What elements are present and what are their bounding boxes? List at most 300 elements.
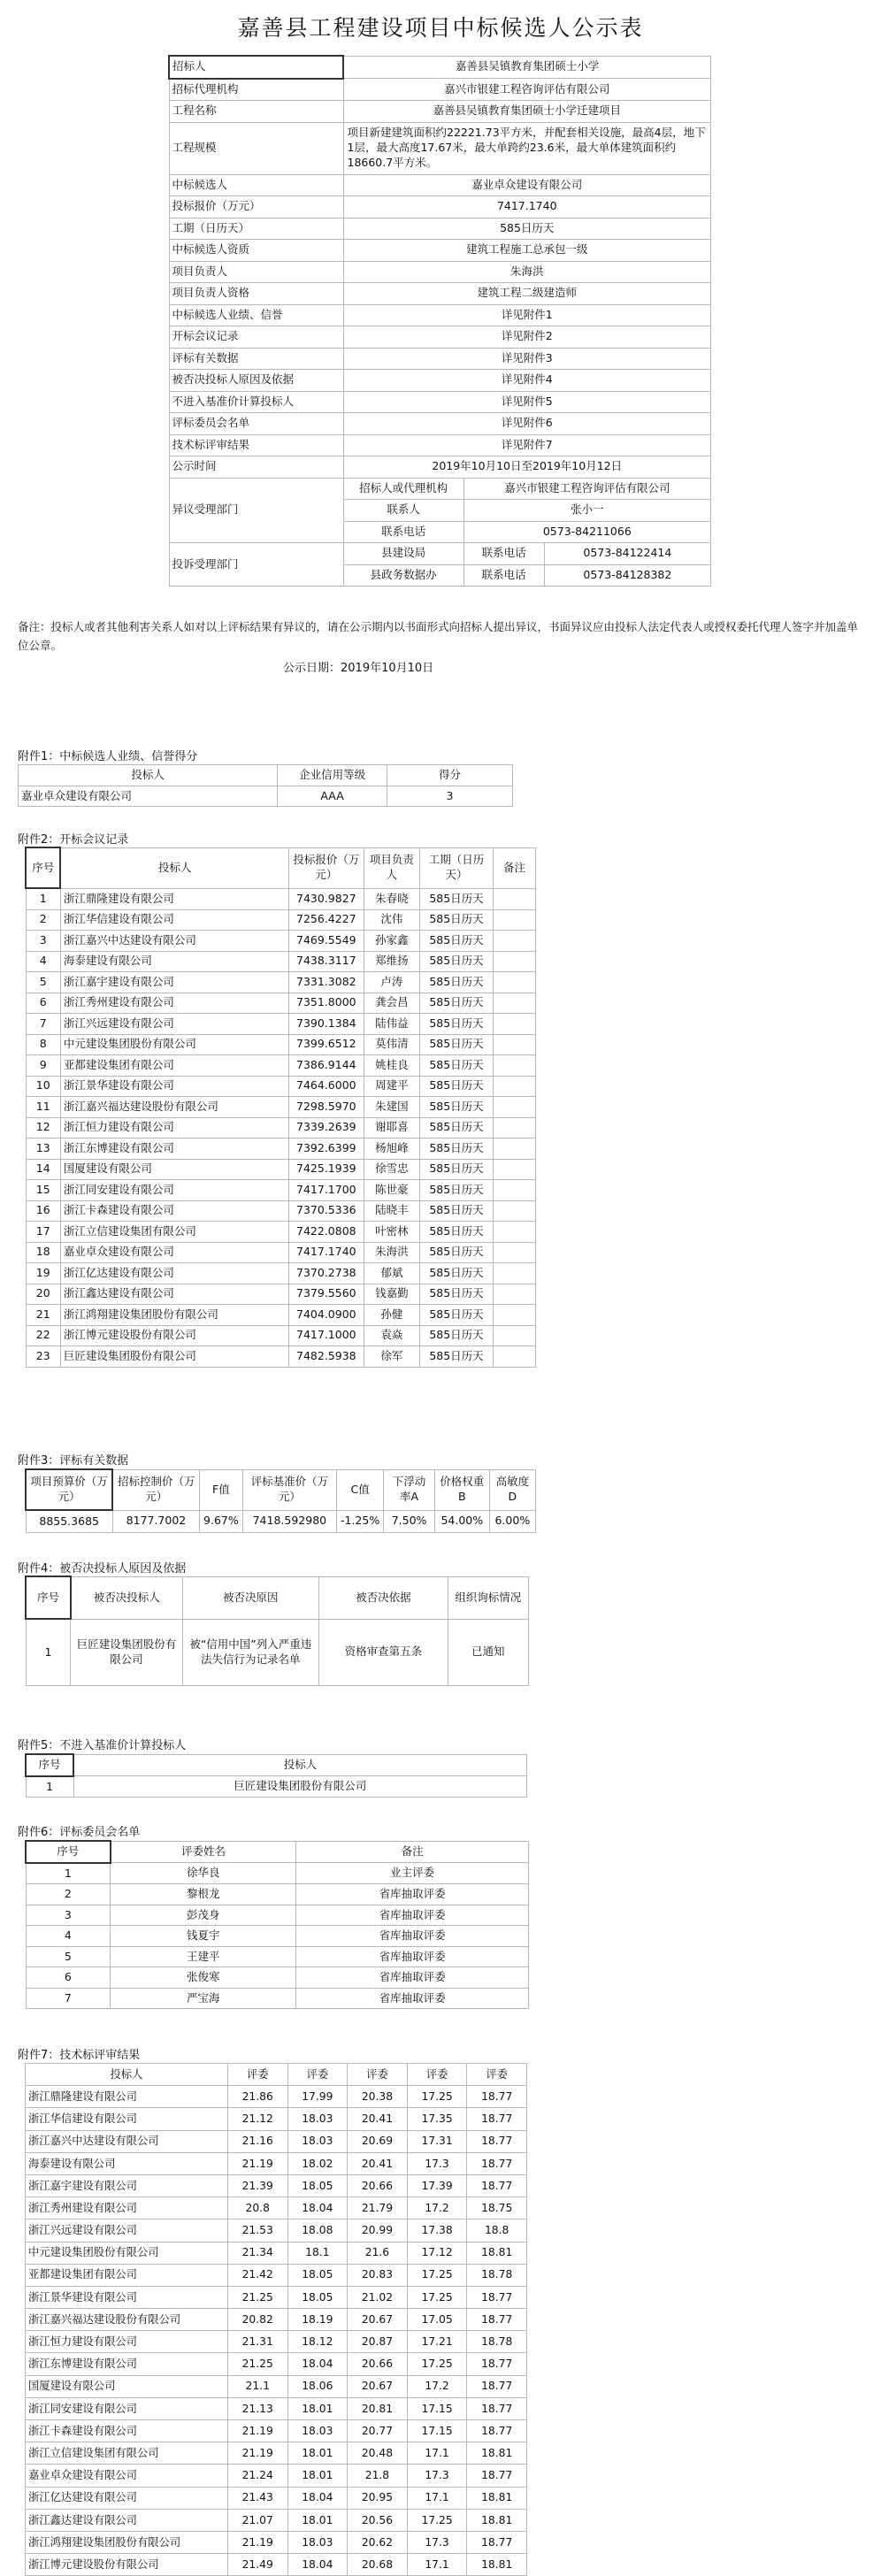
att7-cell: 18.1 <box>287 2242 348 2264</box>
att7-cell: 18.81 <box>467 2554 527 2576</box>
att2-cell: 7430.9827 <box>288 888 364 909</box>
att7-cell: 21.1 <box>227 2375 287 2397</box>
att2-cell: 陆晓丰 <box>364 1200 419 1222</box>
att7-cell: 嘉业卓众建设有限公司 <box>26 2465 228 2487</box>
att2-cell: 7386.9144 <box>288 1055 364 1077</box>
att7-cell: 17.05 <box>407 2309 467 2331</box>
att2-header-cell: 投标报价（万元） <box>288 847 364 888</box>
att3-cell: 7.50% <box>384 1510 435 1533</box>
objection-row <box>169 478 711 500</box>
att7-cell: 21.16 <box>227 2130 287 2152</box>
att6-table <box>25 1840 529 2009</box>
att7-cell: 17.99 <box>287 2086 348 2108</box>
att6-cell: 1 <box>26 1863 111 1884</box>
att2-row <box>26 993 536 1014</box>
att7-cell: 18.01 <box>287 2465 348 2487</box>
att7-cell: 21.25 <box>227 2286 287 2308</box>
att7-cell: 20.56 <box>348 2509 408 2531</box>
att2-cell <box>494 931 536 952</box>
att2-cell: 浙江立信建设集团有限公司 <box>60 1222 288 1243</box>
att2-cell: 朱春晓 <box>364 888 419 909</box>
att2-cell: 钱嘉勤 <box>364 1284 419 1305</box>
att6-heading: 附件6：评标委员会名单 <box>18 1826 141 1839</box>
att7-cell: 18.03 <box>287 2130 348 2152</box>
att2-cell <box>494 1097 536 1118</box>
att7-cell: 18.77 <box>467 2174 527 2196</box>
att5-header-cell: 序号 <box>26 1754 73 1776</box>
info-value: 建筑工程二级建造师 <box>343 283 711 305</box>
att2-cell: 朱建国 <box>364 1097 419 1118</box>
att7-cell: 20.48 <box>348 2442 408 2465</box>
att7-cell: 21.07 <box>227 2509 287 2531</box>
objection-label: 异议受理部门 <box>169 478 343 543</box>
info-label: 工程名称 <box>169 101 343 123</box>
att6-cell: 4 <box>26 1926 111 1947</box>
att3-cell: 6.00% <box>489 1510 535 1533</box>
att7-cell: 浙江立信建设集团有限公司 <box>26 2442 228 2465</box>
att2-row <box>26 951 536 972</box>
att2-cell: 国厦建设有限公司 <box>60 1159 288 1180</box>
att7-cell: 18.77 <box>467 2152 527 2174</box>
att2-cell: 9 <box>26 1055 60 1077</box>
att4-heading: 附件4：被否决投标人原因及依据 <box>18 1562 187 1576</box>
att5-heading: 附件5：不进入基准价计算投标人 <box>18 1739 187 1752</box>
note-text: 备注：投标人或者其他利害关系人如对以上评标结果有异议的，请在公示期内以书面形式向招标人提出异议，书面异议应由投标人法定代表人或授权委托代理人签字并加盖单位公章。 <box>18 620 859 652</box>
att7-header-cell: 评委 <box>407 2064 467 2086</box>
att2-cell <box>494 1180 536 1201</box>
att3-cell: 9.67% <box>200 1510 243 1533</box>
att7-cell: 17.3 <box>407 2531 467 2553</box>
att6-cell: 钱夏宇 <box>111 1926 296 1947</box>
info-row <box>169 283 711 305</box>
complaint-phone: 0573-84128382 <box>544 564 710 586</box>
att4-cell: 已通知 <box>448 1619 528 1686</box>
att6-cell: 5 <box>26 1946 111 1967</box>
info-label: 中标候选人业绩、信誉 <box>169 304 343 326</box>
att2-cell: 浙江东博建设有限公司 <box>60 1138 288 1160</box>
att7-row <box>26 2353 527 2375</box>
objection-phone-value: 0573-84211066 <box>463 521 710 543</box>
att7-cell: 21.02 <box>348 2286 408 2308</box>
att2-cell: 7417.1740 <box>288 1242 364 1263</box>
att7-cell: 17.12 <box>407 2242 467 2264</box>
att3-cell: 54.00% <box>434 1510 489 1533</box>
att6-row <box>26 1926 529 1947</box>
att7-cell: 18.05 <box>287 2174 348 2196</box>
att2-header-cell: 备注 <box>494 847 536 888</box>
att7-cell: 17.1 <box>407 2487 467 2509</box>
att2-cell: 585日历天 <box>419 1325 493 1346</box>
info-value: 详见附件6 <box>343 413 711 435</box>
att1-cell: 嘉业卓众建设有限公司 <box>19 786 278 807</box>
att6-row <box>26 1863 529 1884</box>
att2-cell: 10 <box>26 1076 60 1097</box>
att2-cell: 585日历天 <box>419 1346 493 1368</box>
att3-header-row <box>26 1469 536 1510</box>
att2-header-cell: 工期（日历天） <box>419 847 493 888</box>
objection-org-label: 招标人或代理机构 <box>343 478 463 500</box>
complaint-label: 投诉受理部门 <box>169 543 343 586</box>
att2-cell <box>494 1325 536 1346</box>
att2-cell <box>494 972 536 993</box>
att7-row <box>26 2554 527 2576</box>
att2-cell: 浙江博元建设股份有限公司 <box>60 1325 288 1346</box>
att7-cell: 18.03 <box>287 2420 348 2442</box>
att7-cell: 17.25 <box>407 2509 467 2531</box>
att7-cell: 浙江鸿翔建设集团股份有限公司 <box>26 2531 228 2553</box>
att3-heading: 附件3：评标有关数据 <box>18 1454 129 1468</box>
att2-header-cell: 投标人 <box>60 847 288 888</box>
att2-cell: 7469.5549 <box>288 931 364 952</box>
att7-cell: 21.8 <box>348 2465 408 2487</box>
att7-cell: 21.24 <box>227 2465 287 2487</box>
att7-cell: 18.01 <box>287 2442 348 2465</box>
att2-cell: 12 <box>26 1117 60 1138</box>
att7-cell: 18.05 <box>287 2264 348 2286</box>
att2-cell: 7438.3117 <box>288 951 364 972</box>
att2-cell <box>494 1014 536 1035</box>
info-value: 详见附件3 <box>343 348 711 370</box>
att7-header-cell: 评委 <box>348 2064 408 2086</box>
att2-cell <box>494 1242 536 1263</box>
att7-cell: 17.3 <box>407 2465 467 2487</box>
att2-cell: 7392.6399 <box>288 1138 364 1160</box>
att7-cell: 20.67 <box>348 2375 408 2397</box>
att1-header-row <box>19 765 513 786</box>
att7-cell: 21.34 <box>227 2242 287 2264</box>
att7-cell: 18.06 <box>287 2375 348 2397</box>
att2-row <box>26 1034 536 1055</box>
att1-header-cell: 投标人 <box>19 765 278 786</box>
att2-cell: 朱海洪 <box>364 1242 419 1263</box>
att2-cell: 22 <box>26 1325 60 1346</box>
att7-row <box>26 2220 527 2242</box>
att2-row <box>26 1284 536 1305</box>
info-value: 详见附件1 <box>343 304 711 326</box>
att1-header-cell: 得分 <box>387 765 513 786</box>
info-label: 项目负责人资格 <box>169 283 343 305</box>
att2-cell <box>494 1305 536 1326</box>
info-row <box>169 56 711 79</box>
att2-cell: 7422.0808 <box>288 1222 364 1243</box>
objection-phone-label: 联系电话 <box>343 521 463 543</box>
att2-cell: 585日历天 <box>419 951 493 972</box>
att2-row <box>26 1325 536 1346</box>
att2-cell <box>494 1055 536 1077</box>
att7-cell: 18.77 <box>467 2375 527 2397</box>
att1-cell: AAA <box>278 786 387 807</box>
att2-cell: 1 <box>26 888 60 909</box>
att7-cell: 浙江同安建设有限公司 <box>26 2397 228 2419</box>
att7-cell: 17.15 <box>407 2420 467 2442</box>
att2-cell: 徐军 <box>364 1346 419 1368</box>
att2-cell: 浙江华信建设有限公司 <box>60 909 288 931</box>
att2-cell: 16 <box>26 1200 60 1222</box>
att7-row <box>26 2197 527 2220</box>
att2-cell: 浙江嘉宇建设有限公司 <box>60 972 288 993</box>
att7-cell: 浙江嘉宇建设有限公司 <box>26 2174 228 2196</box>
att7-cell: 21.25 <box>227 2353 287 2375</box>
att2-cell: 21 <box>26 1305 60 1326</box>
att1-header-cell: 企业信用等级 <box>278 765 387 786</box>
att3-table <box>25 1468 536 1533</box>
att2-cell: 585日历天 <box>419 888 493 909</box>
att2-cell: 3 <box>26 931 60 952</box>
att2-cell: 7404.0900 <box>288 1305 364 1326</box>
att3-row <box>26 1510 536 1533</box>
att7-cell: 18.81 <box>467 2242 527 2264</box>
att2-cell: 7298.5970 <box>288 1097 364 1118</box>
att7-row <box>26 2242 527 2264</box>
att7-cell: 浙江秀州建设有限公司 <box>26 2197 228 2220</box>
att7-cell: 20.82 <box>227 2309 287 2331</box>
att7-cell: 21.39 <box>227 2174 287 2196</box>
info-row <box>169 196 711 218</box>
att2-row <box>26 888 536 909</box>
att2-cell: 7399.6512 <box>288 1034 364 1055</box>
att7-row <box>26 2108 527 2130</box>
att2-row <box>26 1055 536 1077</box>
complaint-phone-label: 联系电话 <box>463 543 544 565</box>
info-label: 中标候选人资质 <box>169 240 343 262</box>
att2-cell <box>494 888 536 909</box>
info-value: 详见附件5 <box>343 391 711 413</box>
att2-row <box>26 1242 536 1263</box>
info-row <box>169 434 711 456</box>
att7-cell: 18.04 <box>287 2353 348 2375</box>
att7-cell: 17.39 <box>407 2174 467 2196</box>
att2-cell <box>494 1076 536 1097</box>
att2-cell <box>494 1284 536 1305</box>
complaint-dept: 县政务数据办 <box>343 564 463 586</box>
info-row <box>169 174 711 196</box>
att2-cell: 7370.5336 <box>288 1200 364 1222</box>
att2-cell <box>494 909 536 931</box>
att7-cell: 21.19 <box>227 2531 287 2553</box>
att2-cell: 2 <box>26 909 60 931</box>
att7-cell: 17.1 <box>407 2554 467 2576</box>
att6-cell: 省库抽取评委 <box>296 1926 529 1947</box>
complaint-dept: 县建设局 <box>343 543 463 565</box>
att7-heading: 附件7：技术标评审结果 <box>18 2049 141 2062</box>
info-label: 评标委员会名单 <box>169 413 343 435</box>
att6-cell: 徐华良 <box>111 1863 296 1884</box>
att3-header-cell: C值 <box>337 1469 384 1510</box>
att2-cell: 龚会昌 <box>364 993 419 1014</box>
att1-table <box>18 764 513 807</box>
att6-cell: 王建平 <box>111 1946 296 1967</box>
att2-row <box>26 1180 536 1201</box>
att7-row <box>26 2130 527 2152</box>
att7-row <box>26 2397 527 2419</box>
att7-cell: 18.77 <box>467 2353 527 2375</box>
att6-cell: 省库抽取评委 <box>296 1967 529 1989</box>
att2-row <box>26 1076 536 1097</box>
att6-header-cell: 序号 <box>26 1841 111 1863</box>
info-value: 嘉业卓众建设有限公司 <box>343 174 711 196</box>
att4-cell: 1 <box>26 1619 71 1686</box>
att3-cell: 8855.3685 <box>26 1510 112 1533</box>
att7-cell: 18.75 <box>467 2197 527 2220</box>
att7-header-row <box>26 2064 527 2086</box>
info-label: 工期（日历天） <box>169 218 343 240</box>
att7-cell: 浙江嘉兴福达建设股份有限公司 <box>26 2309 228 2331</box>
att5-header-row <box>26 1754 527 1776</box>
att2-cell: 585日历天 <box>419 1200 493 1222</box>
att7-cell: 17.21 <box>407 2331 467 2353</box>
att6-cell: 省库抽取评委 <box>296 1905 529 1926</box>
att6-cell: 2 <box>26 1884 111 1905</box>
att7-cell: 21.6 <box>348 2242 408 2264</box>
att2-cell: 叶密林 <box>364 1222 419 1243</box>
att7-cell: 18.08 <box>287 2220 348 2242</box>
att7-cell: 20.66 <box>348 2174 408 2196</box>
att7-cell: 18.77 <box>467 2130 527 2152</box>
att7-cell: 20.77 <box>348 2420 408 2442</box>
att3-cell: 7418.592980 <box>242 1510 336 1533</box>
att2-cell: 585日历天 <box>419 1014 493 1035</box>
att7-cell: 20.87 <box>348 2331 408 2353</box>
att6-cell: 省库抽取评委 <box>296 1946 529 1967</box>
att7-cell: 18.77 <box>467 2286 527 2308</box>
att7-cell: 浙江卡森建设有限公司 <box>26 2420 228 2442</box>
att2-cell: 浙江景华建设有限公司 <box>60 1076 288 1097</box>
info-value: 嘉善县吴镇教育集团硕士小学迁建项目 <box>343 101 711 123</box>
att7-cell: 浙江鼎隆建设有限公司 <box>26 2086 228 2108</box>
att2-row <box>26 1200 536 1222</box>
page-title: 嘉善县工程建设项目中标候选人公示表 <box>237 15 644 41</box>
att7-cell: 18.01 <box>287 2509 348 2531</box>
att4-header-cell: 序号 <box>26 1576 71 1619</box>
att7-cell: 18.78 <box>467 2331 527 2353</box>
att7-cell: 18.02 <box>287 2152 348 2174</box>
info-label: 招标代理机构 <box>169 79 343 101</box>
att7-cell: 18.01 <box>287 2397 348 2419</box>
att2-cell <box>494 993 536 1014</box>
att7-cell: 17.35 <box>407 2108 467 2130</box>
att2-row <box>26 972 536 993</box>
att7-cell: 17.2 <box>407 2197 467 2220</box>
att2-cell: 莫伟清 <box>364 1034 419 1055</box>
att7-cell: 20.68 <box>348 2554 408 2576</box>
att7-table <box>25 2063 527 2576</box>
att2-cell <box>494 951 536 972</box>
att2-row <box>26 1263 536 1284</box>
att7-row <box>26 2375 527 2397</box>
att7-cell: 17.25 <box>407 2264 467 2286</box>
att2-cell: 浙江鑫达建设有限公司 <box>60 1284 288 1305</box>
att7-cell: 18.77 <box>467 2086 527 2108</box>
info-label: 开标会议记录 <box>169 326 343 349</box>
att2-cell: 11 <box>26 1097 60 1118</box>
att2-cell: 7379.5560 <box>288 1284 364 1305</box>
att2-cell: 中元建设集团股份有限公司 <box>60 1034 288 1055</box>
att2-cell: 585日历天 <box>419 1117 493 1138</box>
att2-cell: 585日历天 <box>419 1159 493 1180</box>
info-value: 详见附件2 <box>343 326 711 349</box>
att7-cell: 21.42 <box>227 2264 287 2286</box>
att7-cell: 21.86 <box>227 2086 287 2108</box>
att7-cell: 18.04 <box>287 2554 348 2576</box>
info-value: 2019年10月10日至2019年10月12日 <box>343 456 711 479</box>
att3-cell: -1.25% <box>337 1510 384 1533</box>
att2-cell <box>494 1034 536 1055</box>
att7-cell: 20.41 <box>348 2152 408 2174</box>
att2-cell: 13 <box>26 1138 60 1160</box>
info-label: 中标候选人 <box>169 174 343 196</box>
att2-cell: 郁斌 <box>364 1263 419 1284</box>
att2-cell: 6 <box>26 993 60 1014</box>
att3-header-cell: 高敏度D <box>489 1469 535 1510</box>
info-label: 评标有关数据 <box>169 348 343 370</box>
att7-cell: 20.8 <box>227 2197 287 2220</box>
att2-cell: 585日历天 <box>419 1076 493 1097</box>
att7-cell: 18.77 <box>467 2108 527 2130</box>
att2-table <box>25 847 536 1368</box>
att6-cell: 彭茂身 <box>111 1905 296 1926</box>
info-value: 朱海洪 <box>343 261 711 283</box>
att2-cell: 5 <box>26 972 60 993</box>
att6-header-cell: 备注 <box>296 1841 529 1863</box>
att2-cell: 7482.5938 <box>288 1346 364 1368</box>
objection-contact-value: 张小一 <box>463 500 710 522</box>
att2-cell: 谢耶喜 <box>364 1117 419 1138</box>
info-value: 建筑工程施工总承包一级 <box>343 240 711 262</box>
att7-cell: 浙江景华建设有限公司 <box>26 2286 228 2308</box>
info-label: 公示时间 <box>169 456 343 479</box>
att7-cell: 18.12 <box>287 2331 348 2353</box>
complaint-row <box>169 543 711 565</box>
att2-row <box>26 1159 536 1180</box>
info-row <box>169 218 711 240</box>
att6-header-row <box>26 1841 529 1863</box>
att2-cell: 585日历天 <box>419 1138 493 1160</box>
att6-cell: 张俊寒 <box>111 1967 296 1989</box>
att2-cell: 585日历天 <box>419 993 493 1014</box>
att7-row <box>26 2331 527 2353</box>
att7-cell: 浙江东博建设有限公司 <box>26 2353 228 2375</box>
att2-cell <box>494 1263 536 1284</box>
info-label: 被否决投标人原因及依据 <box>169 370 343 392</box>
att2-cell: 浙江亿达建设有限公司 <box>60 1263 288 1284</box>
att7-row <box>26 2286 527 2308</box>
att4-cell: 资格审查第五条 <box>319 1619 448 1686</box>
objection-org-value: 嘉兴市银建工程咨询评估有限公司 <box>463 478 710 500</box>
info-row <box>169 413 711 435</box>
att3-header-cell: F值 <box>200 1469 243 1510</box>
att2-cell: 23 <box>26 1346 60 1368</box>
att7-cell: 17.25 <box>407 2286 467 2308</box>
att5-row <box>26 1776 527 1798</box>
att2-cell: 585日历天 <box>419 972 493 993</box>
att6-cell: 7 <box>26 1988 111 2009</box>
att7-cell: 20.41 <box>348 2108 408 2130</box>
att2-cell <box>494 1159 536 1180</box>
info-row <box>169 348 711 370</box>
att7-cell: 18.8 <box>467 2220 527 2242</box>
att7-cell: 18.77 <box>467 2397 527 2419</box>
att7-cell: 浙江嘉兴中达建设有限公司 <box>26 2130 228 2152</box>
att2-cell: 浙江恒力建设有限公司 <box>60 1117 288 1138</box>
att5-header-cell: 投标人 <box>73 1754 527 1776</box>
att7-cell: 20.67 <box>348 2309 408 2331</box>
att2-cell: 袁焱 <box>364 1325 419 1346</box>
att2-cell: 巨匠建设集团股份有限公司 <box>60 1346 288 1368</box>
att3-cell: 8177.7002 <box>112 1510 199 1533</box>
att4-header-cell: 组织询标情况 <box>448 1576 528 1619</box>
att7-cell: 20.99 <box>348 2220 408 2242</box>
att4-cell: 被“信用中国”列入严重违法失信行为记录名单 <box>182 1619 319 1686</box>
